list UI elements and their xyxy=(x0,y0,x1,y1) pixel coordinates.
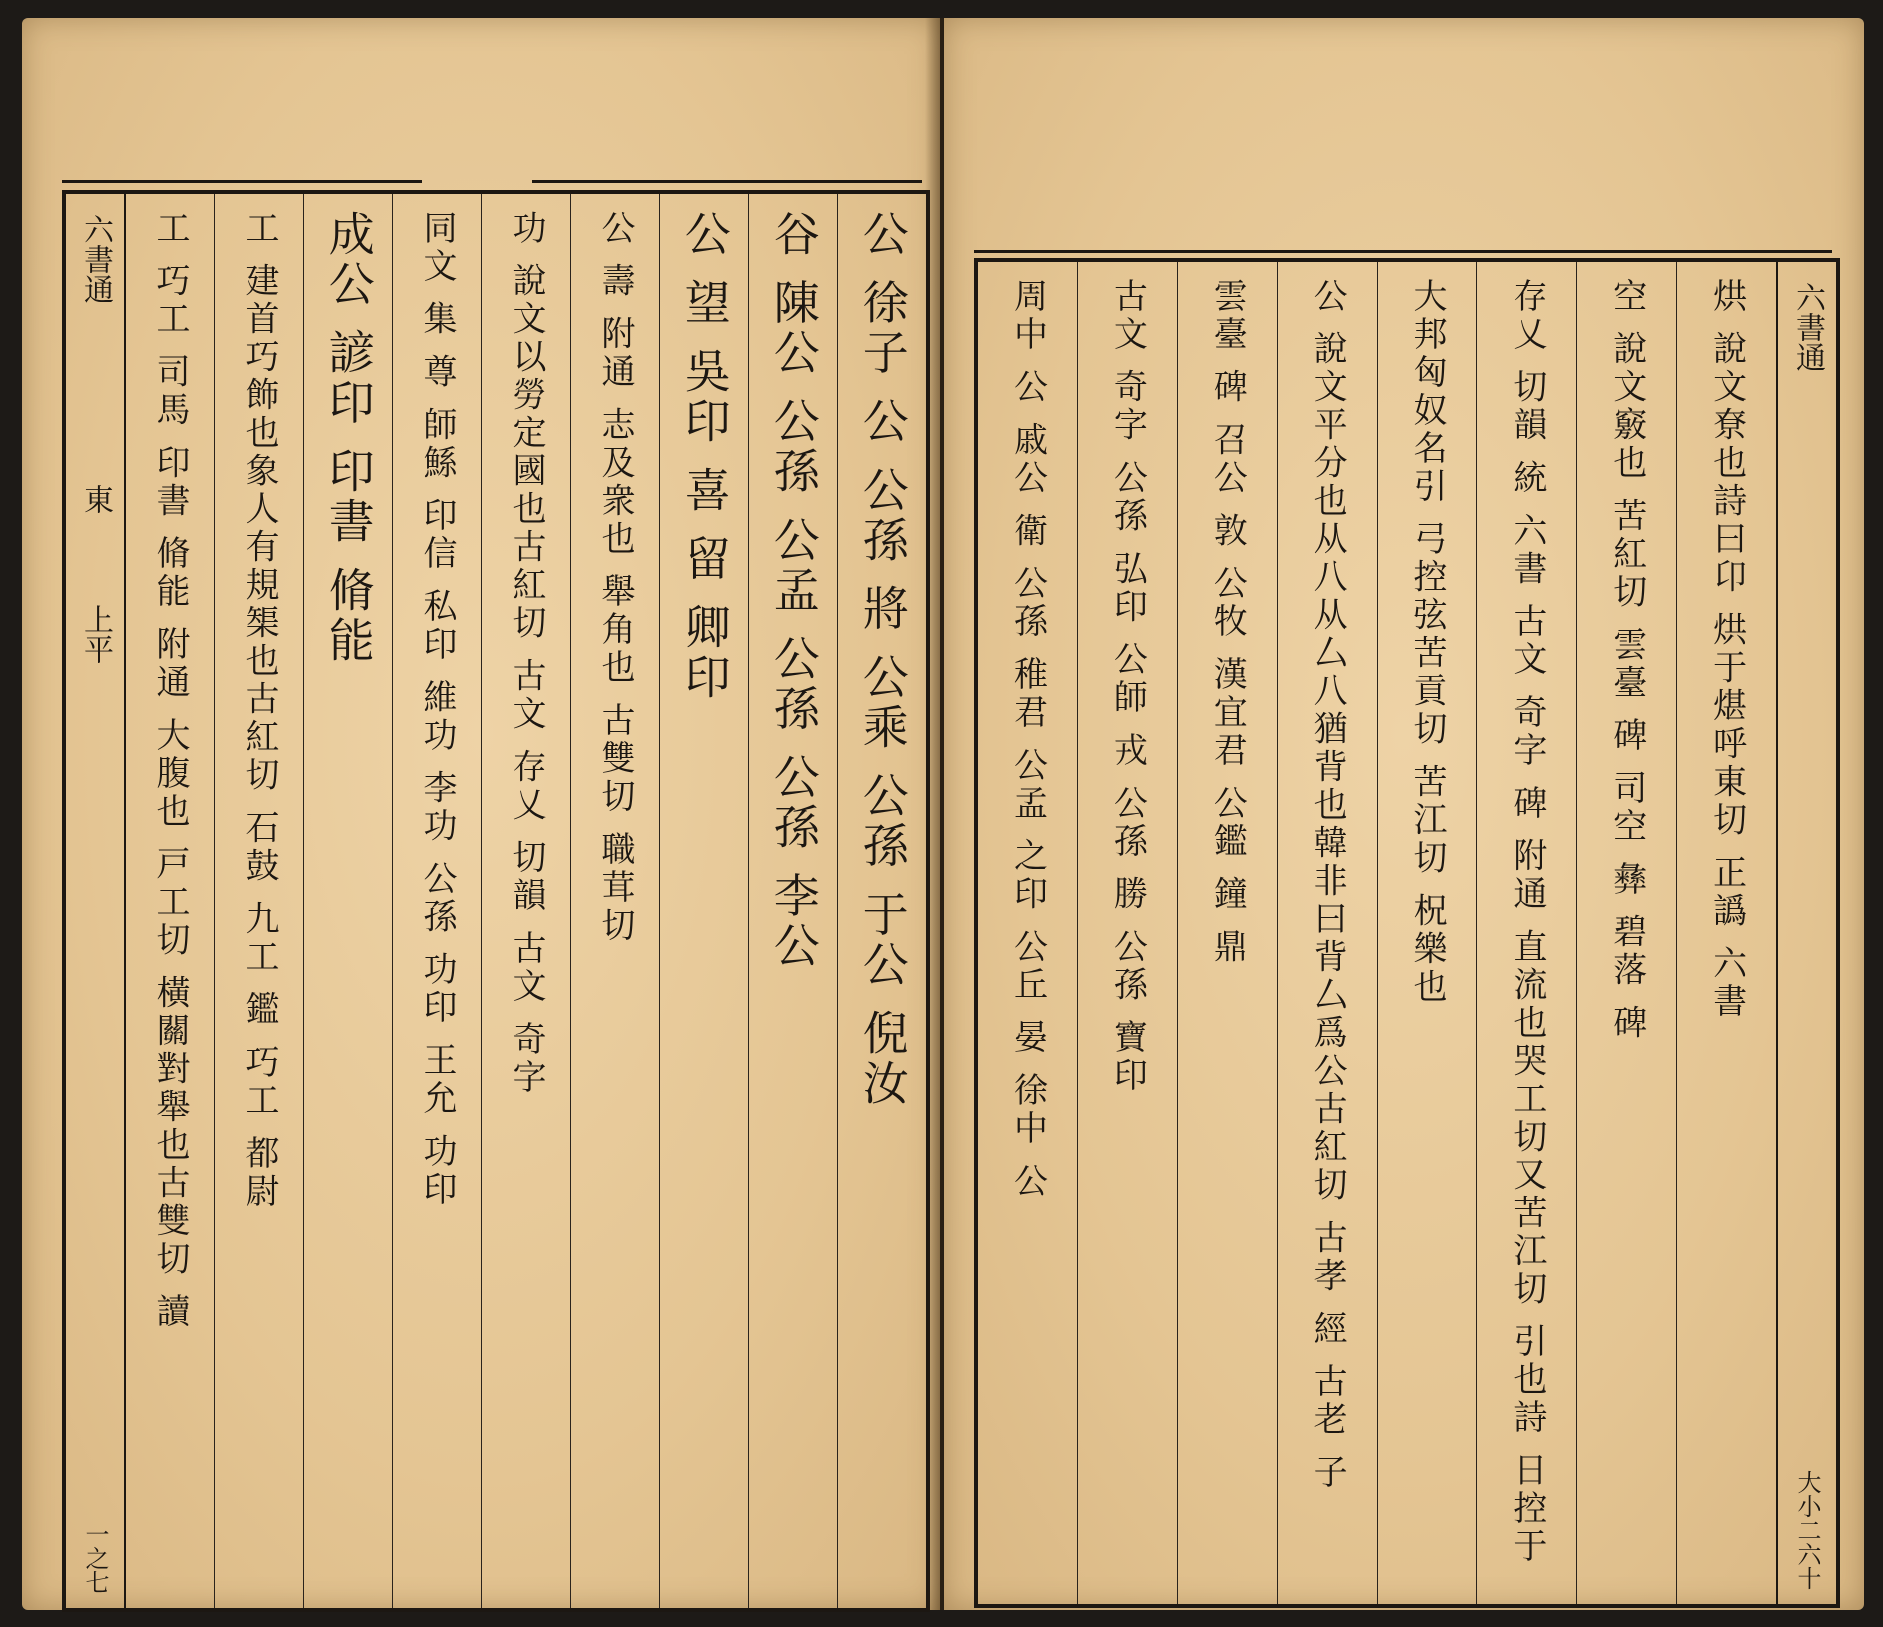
text-column: 成公 諺印 印書 脩能 xyxy=(303,194,392,1608)
text-column: 功 說文以勞定國也古紅切 古文 存乂 切韻 古文 奇字 xyxy=(481,194,570,1608)
text-column: 大邦匈奴名引 弓控弦苦貢切 苦江切 柷樂也 xyxy=(1377,262,1477,1604)
book-title: 六書通 xyxy=(1790,282,1825,372)
top-rule xyxy=(532,180,922,183)
text-column: 公 說文平分也从八从厶八猶背也韓非曰背厶爲公古紅切 古孝 經 古老 子 xyxy=(1277,262,1377,1604)
margin-title xyxy=(66,214,124,664)
left-page xyxy=(22,18,940,1610)
text-column: 工 巧工 司馬 印書 脩能 附通 大腹也 戸工切 橫關對舉也古雙切 讀 xyxy=(150,210,191,1332)
section-label: 東 xyxy=(78,484,113,514)
text-column: 周中 公 戚公 衛 公孫 稚君 公孟 之印 公丘 晏 徐中 公 xyxy=(1007,278,1048,1201)
book-title: 六書通 xyxy=(78,214,113,304)
text-column: 谷 陳公 公孫 公孟 公孫 公孫 李公 xyxy=(748,194,837,1608)
text-frame-left xyxy=(62,190,930,1612)
top-rule xyxy=(974,250,1832,253)
text-column: 公 壽 附通 志及衆也 舉角也 古雙切 職茸切 xyxy=(570,194,659,1608)
text-frame-right xyxy=(974,258,1840,1608)
right-columns xyxy=(978,262,1776,1604)
margin-strip-left xyxy=(66,194,126,1608)
folio-number: 一之七 xyxy=(81,1522,109,1594)
text-column: 雲臺 碑 召公 敦 公牧 漢宜君 公鑑 鐘 鼎 xyxy=(1177,262,1277,1604)
tone-label: 上平 xyxy=(78,604,113,664)
top-rule xyxy=(62,180,422,183)
folio-number: 大小二六十 xyxy=(1793,1470,1821,1590)
text-column: 公 望 吳印 喜 留 卿印 xyxy=(659,194,748,1608)
margin-title xyxy=(1778,282,1836,372)
left-columns xyxy=(126,194,926,1608)
text-column: 存乂 切韻 統 六書 古文 奇字 碑 附通 直流也哭工切又苦江切 引也詩 日控于 xyxy=(1476,262,1576,1604)
right-page xyxy=(944,18,1864,1610)
text-column: 古文 奇字 公孫 弘印 公師 戎 公孫 勝 公孫 寶印 xyxy=(1077,262,1177,1604)
margin-strip-right xyxy=(1776,262,1836,1604)
text-column: 烘 說文尞也詩曰卬 烘于煁呼東切 正譌 六書 xyxy=(1676,262,1776,1604)
text-column: 工 建首巧飾也象人有規榘也古紅切 石鼓 九工 鑑 巧工 都尉 xyxy=(214,194,303,1608)
text-column: 同文 集 尊 師鯀 印信 私印 維功 李功 公孫 功印 王允 功印 xyxy=(392,194,481,1608)
text-column: 空 說文竅也 苦紅切 雲臺 碑 司空 彝 碧落 碑 xyxy=(1576,262,1676,1604)
text-column: 公 徐子 公 公孫 將 公乘 公孫 于公 倪汝 xyxy=(837,194,926,1608)
